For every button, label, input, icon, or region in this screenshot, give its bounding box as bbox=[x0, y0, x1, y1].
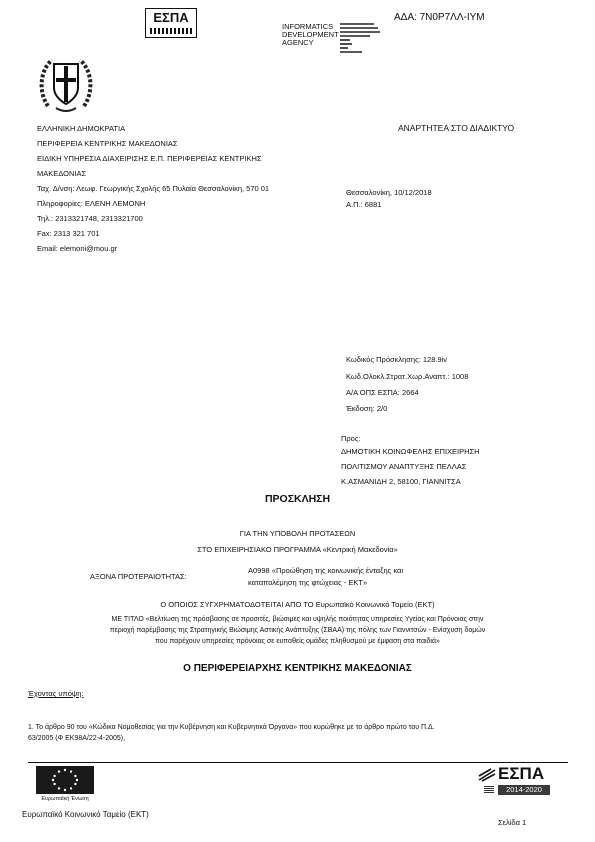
espa-swoosh-icon bbox=[478, 768, 496, 782]
protocol-number: Α.Π.: 6881 bbox=[346, 200, 382, 209]
invitation-code: Κωδικός Πρόσκλησης: 128.9iv bbox=[346, 355, 448, 364]
purpose-line-2: περιοχή παρέμβασης της Στρατηγικής Βιώσιμης Αστικής Ανάπτυξης (ΣΒΑΑ) της πόλης των Γιαννιτσών - Ενίσχυση δομών bbox=[109, 627, 486, 634]
recipient-line-2: ΠΟΛΙΤΙΣΜΟΥ ΑΝΑΠΤΥΞΗΣ ΠΕΛΛΑΣ bbox=[341, 462, 467, 471]
document-title: ΠΡΟΣΚΛΗΣΗ bbox=[264, 493, 331, 505]
document-date: Θεσσαλονίκη, 10/12/2018 bbox=[346, 188, 432, 197]
sender-line-1: ΕΛΛΗΝΙΚΗ ΔΗΜΟΚΡΑΤΙΑ bbox=[37, 124, 126, 133]
version: Έκδοση: 2/0 bbox=[346, 404, 388, 413]
sender-line-2: ΠΕΡΙΦΕΡΕΙΑ ΚΕΝΤΡΙΚΗΣ ΜΑΚΕΔΟΝΙΑΣ bbox=[37, 139, 178, 148]
espa-years-bar bbox=[498, 785, 550, 795]
sender-contact: Πληροφορίες: ΕΛΕΝΗ ΛΕΜΟΝΗ bbox=[37, 199, 146, 208]
espa-header-logo bbox=[145, 8, 197, 38]
purpose-line-3: που παρέχουν υπηρεσίες πρόνοιας σε ευπαθείς ομάδες πληθυσμού με έμφαση στα παιδιά» bbox=[155, 638, 440, 645]
recipient-line-1: ΔΗΜΟΤΙΚΗ ΚΟΙΝΩΦΕΛΗΣ ΕΠΙΧΕΙΡΗΣΗ bbox=[341, 447, 480, 456]
sender-phone: Τηλ.: 2313321748, 2313321700 bbox=[37, 214, 143, 223]
ada-code: ΑΔΑ: 7Ν0Ρ7ΛΛ-ΙΥΜ bbox=[394, 12, 485, 23]
logo-stripes-icon bbox=[150, 28, 192, 34]
eu-caption: Ευρωπαϊκή Ένωση bbox=[41, 796, 89, 802]
footer-fund-text: Ευρωπαϊκό Κοινωνικό Ταμείο (ΕΚΤ) bbox=[22, 810, 149, 819]
hellenic-emblem-icon bbox=[38, 52, 94, 114]
priority-axis-value-2: καταπολέμηση της φτώχειας - ΕΚΤ» bbox=[248, 578, 368, 587]
subtitle-1: ΓΙΑ ΤΗΝ ΥΠΟΒΟΛΗ ΠΡΟΤΑΣΕΩΝ bbox=[239, 529, 356, 538]
subtitle-2: ΣΤΟ ΕΠΙΧΕΙΡΗΣΙΑΚΟ ΠΡΟΓΡΑΜΜΑ «Κεντρική Μακεδονία» bbox=[197, 545, 398, 554]
ops-number: Α/Α ΟΠΣ ΕΣΠΑ: 2664 bbox=[346, 388, 419, 397]
sender-line-4: ΜΑΚΕΔΟΝΙΑΣ bbox=[37, 169, 87, 178]
espa-footer-logo bbox=[478, 764, 552, 798]
strategy-code: Κωδ.Ολοκλ.Στρατ.Χωρ.Αναπτ.: 1008 bbox=[346, 372, 469, 381]
item-1-line-2: 63/2005 (Φ ΕΚ98Α/22-4-2005), bbox=[28, 735, 126, 742]
eu-flag-icon bbox=[36, 766, 94, 794]
informatics-fine-print-icon bbox=[340, 22, 390, 56]
recipient-label: Προς: bbox=[341, 434, 361, 443]
section-heading: Ο ΠΕΡΙΦΕΡΕΙΑΡΧΗΣ ΚΕΝΤΡΙΚΗΣ ΜΑΚΕΔΟΝΙΑΣ bbox=[183, 663, 412, 674]
informatics-line-1: INFORMATICS bbox=[282, 22, 334, 31]
priority-axis-value-1: Α0998 «Προώθηση της κοινωνικής ένταξης και bbox=[248, 566, 404, 575]
page-number: Σελίδα 1 bbox=[498, 818, 527, 827]
cofinancing-statement: Ο ΟΠΟΙΟΣ ΣΥΓΧΡΗΜΑΤΟΔΟΤΕΙΤΑΙ ΑΠΟ ΤΟ Ευρωπαϊκό Κοινωνικό Ταμείο (ΕΚΤ) bbox=[160, 600, 435, 609]
priority-axis-label: ΑΞΟΝΑ ΠΡΟΤΕΡΑΙΟΤΗΤΑΣ: bbox=[90, 572, 187, 581]
web-notice: ΑΝΑΡΤΗΤΕΑ ΣΤΟ ΔΙΑΔΙΚΤΥΟ bbox=[398, 123, 515, 133]
sender-email: Email: elemoni@mou.gr bbox=[37, 244, 118, 253]
purpose-line-1: ΜΕ ΤΙΤΛΟ «Βελτίωση της πρόσβασης σε προσιτές, βιώσιμες και υψηλής ποιότητας υπηρεσίες Υγείας και Πρόνοιας στην bbox=[111, 616, 484, 623]
espa-footer-logo-text: ΕΣΠΑ bbox=[498, 764, 545, 783]
informatics-agency-block bbox=[282, 22, 402, 48]
sender-fax: Fax: 2313 321 701 bbox=[37, 229, 100, 238]
sender-line-3: ΕΙΔΙΚΗ ΥΠΗΡΕΣΙΑ ΔΙΑΧΕΙΡΙΣΗΣ Ε.Π. ΠΕΡΙΦΕΡΕΙΑΣ ΚΕΝΤΡΙΚΗΣ bbox=[37, 154, 262, 163]
informatics-line-3: AGENCY bbox=[282, 38, 314, 47]
recipient-line-3: Κ.ΑΣΜΑΝΙΔΗ 2, 58100, ΓΙΑΝΝΙΤΣΑ bbox=[341, 477, 461, 486]
item-1-line-1: 1. Το άρθρο 90 του «Κώδικα Νομοθεσίας για την Κυβέρνηση και Κυβερνητικά Όργανα» που κυρώθηκε με το άρθρο πρώτο του Π.Δ. bbox=[28, 724, 435, 731]
espa-years: 2014-2020 bbox=[506, 785, 542, 794]
espa-header-logo-text: ΕΣΠΑ bbox=[153, 10, 189, 25]
sender-address: Ταχ. Δ/νση: Λεωφ. Γεωργικής Σχολής 65 Πυλαία Θεσσαλονίκη, 570 01 bbox=[37, 184, 270, 193]
informatics-line-2: DEVELOPMENT bbox=[282, 30, 339, 39]
considering-label: Έχοντας υπόψη: bbox=[28, 689, 84, 698]
footer-divider bbox=[28, 762, 568, 763]
greek-flag-icon bbox=[484, 786, 494, 793]
